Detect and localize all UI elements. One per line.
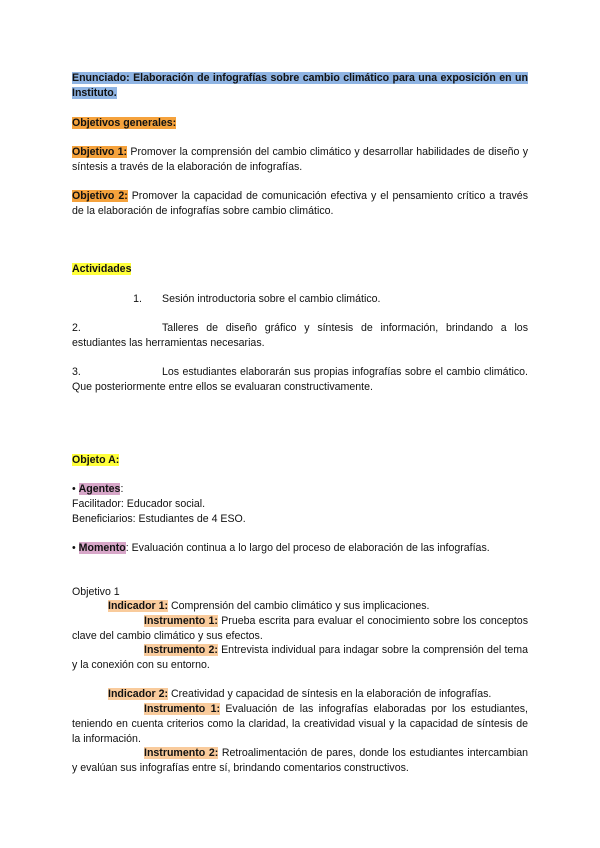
objetivos-generales-heading-row: [72, 116, 528, 131]
actividad-item: [72, 292, 528, 307]
instrumento-label: Instrumento 2:: [144, 747, 219, 759]
actividad-text: Talleres de diseño gráfico y síntesis de información, brindando a los estudiantes las herramientas necesarias.: [72, 322, 528, 349]
instrumento-text: Entrevista individual para indagar sobre la comprensión del tema y la conexión con su entorno.: [72, 644, 528, 671]
objetivo1-paragraph: [72, 145, 528, 175]
objetivo1-text: Promover la comprensión del cambio climático y desarrollar habilidades de diseño y síntesis a través de la elaboración de infografías.: [72, 146, 528, 173]
objetivos-generales-heading: Objetivos generales:: [72, 117, 177, 129]
enunciado-paragraph: [72, 71, 528, 101]
instrumento-label: Instrumento 1:: [144, 615, 218, 627]
indicador1-instrumento1-paragraph: [72, 614, 528, 644]
momento-paragraph: [72, 541, 528, 556]
actividades-heading-row: [72, 262, 528, 277]
instrumento-label: Instrumento 1:: [144, 703, 220, 715]
indicador2-label: Indicador 2:: [108, 688, 169, 700]
actividad-number: 2.: [72, 322, 81, 334]
indicador1-text: Comprensión del cambio climático y sus implicaciones.: [168, 600, 430, 612]
objetivo1-detalle-title-text: Objetivo 1: [72, 586, 120, 598]
actividad-item: [72, 365, 528, 395]
objetivo2-text: Promover la capacidad de comunicación efectiva y el pensamiento crítico a través de la elaboración de infografías sobre cambio climático.: [72, 190, 528, 217]
instrumento-label: Instrumento 2:: [144, 644, 218, 656]
actividades-heading: Actividades: [72, 263, 132, 275]
enunciado-label: Enunciado:: [72, 72, 130, 84]
indicador1-instrumento2-paragraph: [72, 643, 528, 673]
objetivo1-detalle-title: [72, 585, 528, 600]
agentes-bullet: •: [72, 483, 79, 495]
enunciado-text: Elaboración de infografías sobre cambio climático para una exposición en un Instituto.: [72, 72, 528, 99]
indicador1-paragraph: [72, 599, 528, 614]
objetivo2-paragraph: [72, 189, 528, 219]
indicador2-paragraph: [72, 687, 528, 702]
momento-label: Momento: [78, 542, 126, 554]
objetivo2-label: Objetivo 2:: [72, 190, 128, 202]
agentes-colon: :: [120, 483, 124, 495]
actividad-number: 1.: [133, 293, 142, 305]
agentes-block: [72, 482, 528, 527]
facilitador-line: Facilitador: Educador social.: [72, 498, 206, 510]
indicador2-instrumento2-paragraph: [72, 746, 528, 776]
actividad-text: Los estudiantes elaborarán sus propias infografías sobre el cambio climático. Que posteriormente entre ellos se evaluaran constructivamente.: [72, 366, 528, 393]
indicador1-label: Indicador 1:: [108, 600, 169, 612]
momento-text: : Evaluación continua a lo largo del proceso de elaboración de las infografías.: [125, 542, 490, 554]
instrumento-text: Prueba escrita para evaluar el conocimiento sobre los conceptos clave del cambio climático y sus efectos.: [72, 615, 528, 642]
agentes-label: Agentes: [78, 483, 121, 495]
instrumento-text: Retroalimentación de pares, donde los estudiantes intercambian y evalúan sus infografías entre sí, brindando comentarios constructivos.: [72, 747, 528, 774]
beneficiarios-line: Beneficiarios: Estudiantes de 4 ESO.: [72, 513, 246, 525]
indicador2-text: Creatividad y capacidad de síntesis en la elaboración de infografías.: [168, 688, 492, 700]
objeto-a-heading: Objeto A:: [72, 454, 120, 466]
momento-bullet: •: [72, 542, 79, 554]
actividad-text: Sesión introductoria sobre el cambio climático.: [162, 293, 381, 305]
instrumento-text: Evaluación de las infografías elaboradas por los estudiantes, teniendo en cuenta criterios como la claridad, la creatividad visual y la capacidad de síntesis de la información.: [72, 703, 528, 745]
actividad-number: 3.: [72, 366, 81, 378]
indicador2-instrumento1-paragraph: [72, 702, 528, 747]
actividad-item: [72, 321, 528, 351]
objeto-a-heading-row: [72, 453, 528, 468]
objetivo1-label: Objetivo 1:: [72, 146, 128, 158]
